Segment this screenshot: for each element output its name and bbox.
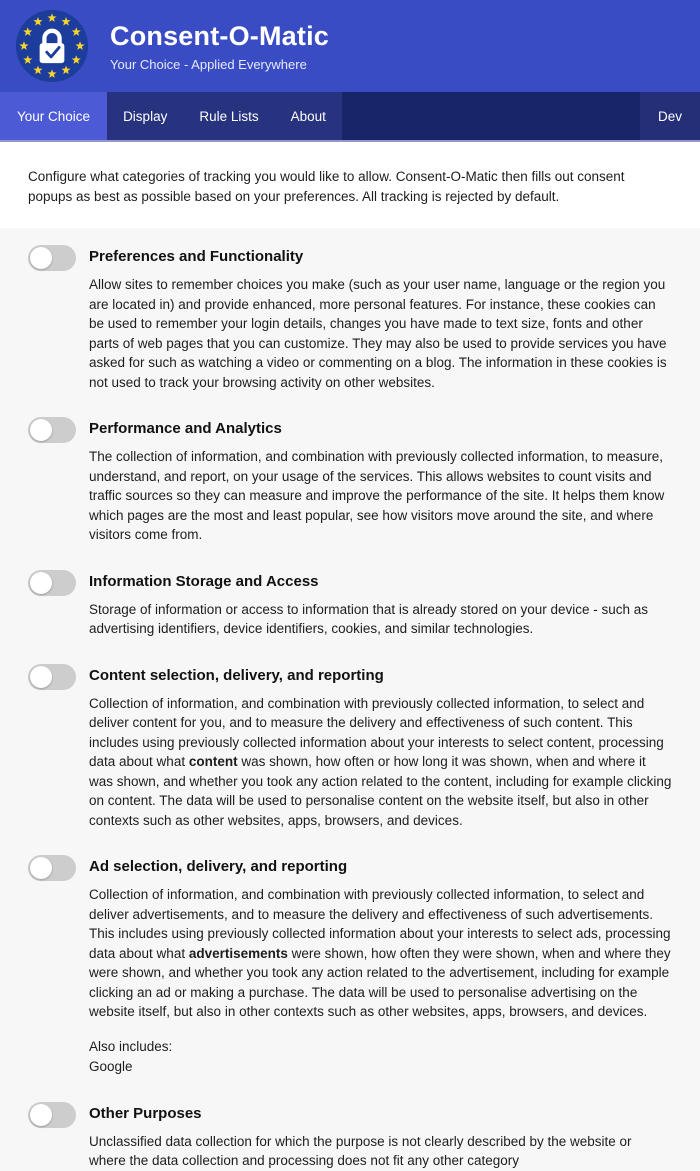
section-description: Unclassified data collection for which the purpose is not clearly described by the website or where the data collection and processing does not fit any other category bbox=[89, 1133, 632, 1168]
section-title: Information Storage and Access bbox=[89, 572, 319, 590]
nav-spacer bbox=[342, 92, 640, 140]
intro-block bbox=[0, 142, 700, 228]
consent-toggle[interactable] bbox=[28, 855, 76, 881]
section-title: Other Purposes bbox=[89, 1104, 202, 1122]
section-title: Ad selection, delivery, and reporting bbox=[89, 858, 348, 875]
consent-toggle[interactable] bbox=[28, 417, 76, 443]
section-content bbox=[89, 1101, 672, 1171]
app-header bbox=[0, 0, 700, 92]
nav-bar bbox=[0, 92, 700, 140]
tab-display[interactable]: Display bbox=[123, 108, 168, 124]
consent-section-2 bbox=[0, 416, 700, 545]
tab-about[interactable]: About bbox=[290, 108, 326, 124]
toggle-knob bbox=[30, 1104, 52, 1126]
app-subtitle: Your Choice - Applied Everywhere bbox=[110, 56, 307, 72]
toggle-knob bbox=[30, 247, 52, 269]
section-description: Storage of information or access to information that is already stored on your device - such as advertising identifiers, device identifiers, cookies, and similar technologies. bbox=[89, 601, 649, 636]
tab-dev[interactable]: Dev bbox=[640, 92, 700, 140]
section-content bbox=[89, 854, 672, 1077]
tab-rule-lists[interactable]: Rule Lists bbox=[199, 108, 259, 124]
section-extra-info: Also includes: Google bbox=[89, 1038, 173, 1074]
consent-section-4 bbox=[0, 663, 700, 831]
section-content bbox=[89, 244, 672, 392]
consent-section-1 bbox=[0, 244, 700, 392]
toggle-knob bbox=[30, 666, 52, 688]
section-content bbox=[89, 416, 672, 545]
consent-o-matic-logo-icon bbox=[14, 8, 90, 84]
toggle-knob bbox=[30, 572, 52, 594]
toggle-knob bbox=[30, 857, 52, 879]
consent-toggle[interactable] bbox=[28, 664, 76, 690]
section-content bbox=[89, 663, 672, 831]
section-description: Collection of information, and combination with previously collected information, to select and deliver content for you, and to measure the delivery and effectiveness of such content. This includes using previously collected information about your interests to select content, processing data about what content was shown, how often or how long it was shown, when and where it was shown, and whether you took any action related to the content, including for example clicking on content. The data will be used to personalise content on the website itself, but also in other contexts such as other websites, apps, browsers, and devices. bbox=[89, 695, 672, 828]
consent-section-3 bbox=[0, 569, 700, 639]
consent-toggle[interactable] bbox=[28, 570, 76, 596]
section-title: Content selection, delivery, and reporting bbox=[89, 666, 384, 684]
intro-text: Configure what categories of tracking you would like to allow. Consent-O-Matic then fills out consent popups as best as possible based on your preferences. All tracking is rejected by default. bbox=[28, 169, 625, 204]
tab-band bbox=[107, 92, 342, 140]
section-description: Collection of information, and combination with previously collected information, to select and deliver advertisements, and to measure the delivery and effectiveness of such advertisements. This includes using previously collected information about your interests to select ads, processing data about what advertisements were shown, how often they were shown, when and where they were shown, and whether you took any action related to the advertisement, including for example clicking an ad or making a purchase. The data will be used to personalise advertising on the website itself, but also in other contexts such as other websites, apps, browsers, and devices. bbox=[89, 887, 671, 1019]
tab-your-choice[interactable]: Your Choice bbox=[0, 92, 107, 140]
consent-sections bbox=[0, 228, 700, 1171]
consent-section-6 bbox=[0, 1101, 700, 1171]
title-block bbox=[110, 21, 329, 72]
app-title: Consent-O-Matic bbox=[110, 20, 329, 51]
consent-toggle[interactable] bbox=[28, 1102, 76, 1128]
toggle-knob bbox=[30, 419, 52, 441]
section-content bbox=[89, 569, 672, 639]
consent-toggle[interactable] bbox=[28, 245, 76, 271]
section-title: Performance and Analytics bbox=[89, 420, 282, 437]
section-description: Allow sites to remember choices you make (such as your user name, language or the region you are located in) and provide enhanced, more personal features. For instance, these cookies can be used to remember your login details, changes you have made to text size, fonts and other parts of web pages that you can customize. They may also be used to provide services you have asked for such as watching a video or commenting on a blog. The information in these cookies is not used to track your browsing activity on other websites. bbox=[89, 277, 667, 390]
consent-section-5 bbox=[0, 854, 700, 1077]
section-title: Preferences and Functionality bbox=[89, 248, 304, 265]
section-description: The collection of information, and combination with previously collected information, to measure, understand, and report, on your usage of the services. This allows websites to count visits and traffic sources so they can measure and improve the performance of the site. It helps them know which pages are the most and least popular, see how visitors move around the site, and where visitors come from. bbox=[89, 449, 665, 542]
